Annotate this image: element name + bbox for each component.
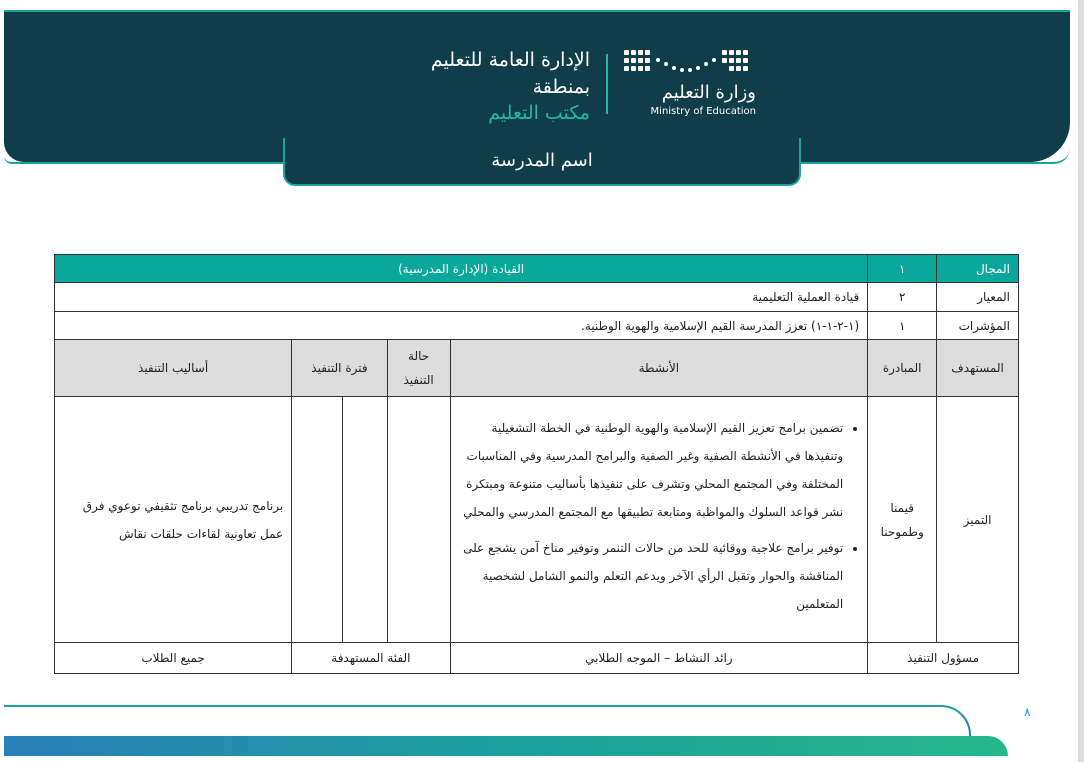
row-status	[387, 397, 450, 643]
row-initiative: قيمنا وطموحنا	[868, 397, 937, 643]
target-group-value: جميع الطلاب	[55, 643, 292, 674]
footer-bar	[4, 736, 1008, 756]
standard-value: قيادة العملية التعليمية	[55, 283, 868, 312]
indicators-row	[55, 312, 1019, 340]
row-methods: برنامج تدريبي برنامج تثقيفي توعوي فرق عمل تعاونية لقاءات حلقات نقاش	[55, 397, 292, 643]
domain-num: ١	[868, 255, 937, 283]
row-activities	[450, 397, 868, 643]
directorate-line2: بمنطقة	[532, 76, 590, 98]
header-divider	[606, 54, 608, 114]
header-status: حالة التنفيذ	[387, 340, 450, 397]
directorate-block	[431, 46, 590, 126]
logo-arabic-text: وزارة التعليم	[661, 82, 756, 103]
standard-row	[55, 283, 1019, 312]
standard-label: المعيار	[937, 283, 1019, 312]
page-number: ٨	[1024, 705, 1031, 719]
header-initiative: المبادرة	[868, 340, 937, 397]
directorate-line1: الإدارة العامة للتعليم	[430, 49, 590, 71]
activity-row	[55, 397, 1019, 643]
header-period: فترة التنفيذ	[292, 340, 388, 397]
indicators-label: المؤشرات	[937, 312, 1019, 340]
target-group-label: الفئة المستهدفة	[292, 643, 450, 674]
plan-table	[54, 254, 1019, 674]
row-period-a	[342, 397, 387, 643]
row-period-b	[292, 397, 343, 643]
logo-english-text: Ministry of Education	[650, 106, 756, 117]
standard-num: ٢	[868, 283, 937, 312]
footer-row	[55, 643, 1019, 674]
header-target: المستهدف	[937, 340, 1019, 397]
header-row	[55, 340, 1019, 397]
indicators-num: ١	[868, 312, 937, 340]
school-name-banner: اسم المدرسة	[283, 138, 801, 186]
header-activities: الأنشطة	[450, 340, 868, 397]
indicators-value: (١-٢-١-١) تعزز المدرسة القيم الإسلامية والهوية الوطنية.	[55, 312, 868, 340]
ministry-logo-icon	[622, 48, 756, 80]
responsible-label: مسؤول التنفيذ	[868, 643, 1019, 674]
responsible-value: رائد النشاط – الموجه الطلابي	[450, 643, 868, 674]
domain-row	[55, 255, 1019, 283]
activity-item: • تضمين برامج تعزيز القيم الإسلامية والهوية الوطنية في الخطة التشغيلية وتنفيذها في الأنشطة الصفية وغير الصفية والبرامج المدرسية وفي المناسبات المختلفة وفي المجتمع المحلي وتشرف على تنفيذها بأساليب متنوعة ومبتكرة نشر قواعد السلوك والمواظبة ومتابعة تطبيقها مع المجتمع المدرسي والمحلي	[459, 414, 844, 526]
header-methods: أساليب التنفيذ	[55, 340, 292, 397]
domain-value: القيادة (الإدارة المدرسية)	[55, 255, 868, 283]
office-name: مكتب التعليم	[488, 102, 590, 124]
page-edge	[1078, 0, 1084, 762]
row-target: التميز	[937, 397, 1019, 643]
footer-line	[4, 705, 971, 737]
domain-label: المجال	[937, 255, 1019, 283]
activity-item: • توفير برامج علاجية ووقائية للحد من حالات التنمر وتوفير مناخ آمن يشجع على المناقشة والحوار وتقبل الرأي الآخر ويدعم التعلم والنمو الشامل لشخصية المتعلمين	[459, 534, 844, 618]
